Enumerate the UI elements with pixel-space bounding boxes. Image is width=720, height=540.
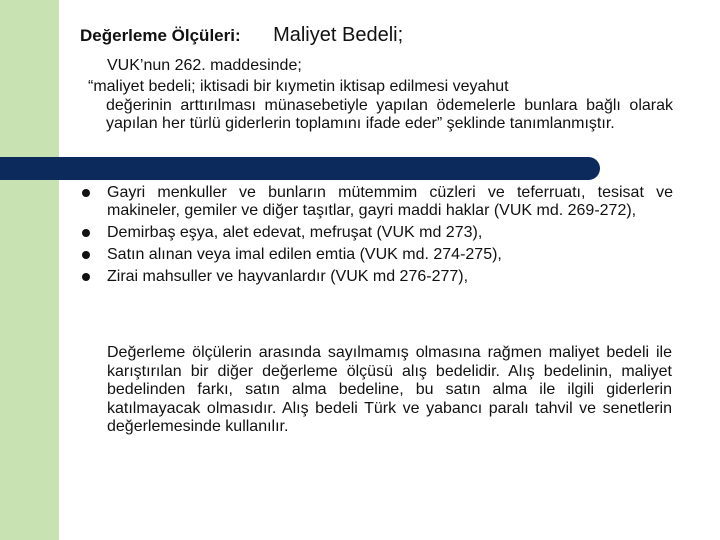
list-item: [80, 224, 673, 242]
definition-quote: [88, 78, 673, 134]
bullet-text: Gayri menkuller ve bunların mütemmim cüzleri ve teferruatı, tesisat ve makineler, gemiler ve diğer taşıtlar, gayri maddi haklar (VUK md. 269-272),: [107, 184, 673, 219]
bullet-icon: [82, 189, 90, 197]
title-main: Maliyet Bedeli;: [273, 24, 404, 46]
quote-first-line: “maliyet bedeli; iktisadi bir kıymetin iktisap edilmesi veyahut: [88, 78, 509, 95]
list-item: [80, 268, 673, 286]
quote-rest: değerinin arttırılması münasebetiyle yapılan ödemelerle bunlara bağlı olarak yapılan her türlü giderlerin toplamını ifade eder” şeklinde tanımlanmıştır.: [106, 96, 673, 132]
divider-bar: [0, 157, 600, 180]
bullet-text: Demirbaş eşya, alet edevat, mefruşat (VUK md 273),: [107, 224, 483, 241]
left-accent-band: [0, 0, 59, 540]
title-label: Değerleme Ölçüleri:: [80, 26, 241, 45]
bullet-text: Zirai mahsuller ve hayvanlardır (VUK md 276-277),: [107, 268, 469, 285]
list-item: [80, 184, 673, 220]
list-item: [80, 246, 673, 264]
intro-text: VUK’nun 262. maddesinde;: [107, 57, 302, 74]
bullet-list: [80, 184, 673, 290]
bullet-icon: [82, 229, 90, 237]
bullet-icon: [82, 273, 90, 281]
slide-title: [80, 24, 403, 47]
bullet-text: Satın alınan veya imal edilen emtia (VUK md. 274-275),: [107, 246, 502, 263]
closing-paragraph: Değerleme ölçülerin arasında sayılmamış olmasına rağmen maliyet bedeli ile karıştırılan bir diğer değerleme ölçüsü alış bedelidir. Alış bedelinin, maliyet bedelinden farkı, satın alma bedeline, bu satın alma ile ilgili giderlerin katılmayacak olmasıdır. Alış bedeli Türk ve yabancı paralı tahvil ve senetlerin değerlemesinde kullanılır.: [107, 344, 672, 435]
bullet-icon: [82, 251, 90, 259]
